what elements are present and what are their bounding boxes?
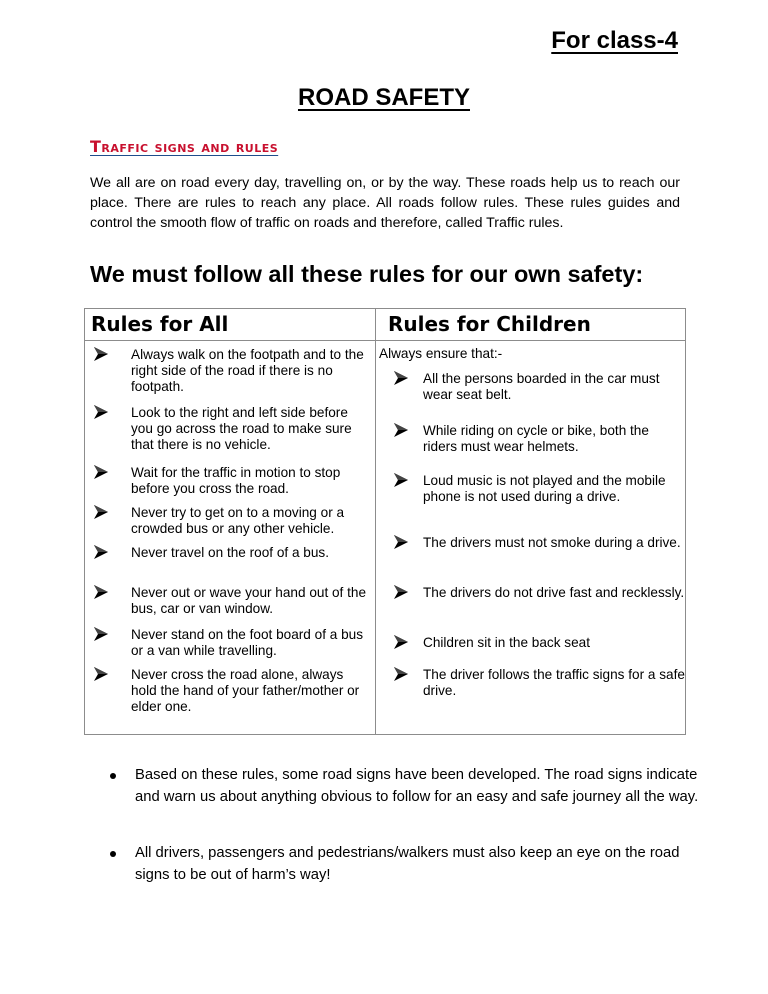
rules-for-all-header: Rules for All [91,312,229,336]
rule-text: Never try to get on to a moving or a crowded bus or any other vehicle. [131,505,345,536]
rule-for-all-item [85,505,370,537]
arrow-bullet-icon [85,465,131,490]
rule-text: The drivers do not drive fast and recklessly. [423,585,685,600]
rule-text: Loud music is not played and the mobile phone is not used during a drive. [423,473,666,504]
rule-for-children-item [375,667,685,699]
rule-text: Children sit in the back seat [423,635,590,650]
note-item [110,843,700,886]
rule-for-children-item [375,423,685,455]
rule-for-all-item [85,545,370,570]
class-label: For class-4 [551,27,678,54]
rule-for-children-item [375,371,685,403]
page-title: ROAD SAFETY [297,84,470,111]
arrow-bullet-icon [85,545,131,570]
intro-paragraph: We all are on road every day, travelling on, or by the way. These roads help us to reach our place. There are rules to reach any place. All roads follow rules. These rules guides and control the smooth flow of traffic on roads and therefore, called Traffic rules. [90,175,680,231]
rule-for-all-item [85,627,370,659]
note-text: Based on these rules, some road signs have been developed. The road signs indicate and warn us about anything obvious to follow for an easy and safe journey all the way. [135,767,699,805]
arrow-bullet-icon [375,423,423,448]
note-item [110,765,700,808]
arrow-bullet-icon [85,627,131,652]
rule-text: The driver follows the traffic signs for a safe drive. [423,667,685,698]
rule-text: The drivers must not smoke during a drive. [423,535,681,550]
rule-text: Never out or wave your hand out of the bus, car or van window. [131,585,367,616]
arrow-bullet-icon [375,585,423,610]
arrow-bullet-icon [375,667,423,692]
rule-for-children-item [375,635,685,660]
arrow-bullet-icon [375,473,423,498]
rule-for-all-item [85,585,370,617]
rule-for-all-item [85,465,370,497]
rule-text: Wait for the traffic in motion to stop before you cross the road. [131,465,341,496]
rules-table [84,308,686,735]
rule-text: Never cross the road alone, always hold the hand of your father/mother or elder one. [131,667,360,714]
arrow-bullet-icon [85,347,131,372]
dot-bullet-icon [110,851,116,857]
arrow-bullet-icon [375,635,423,660]
rule-text: Look to the right and left side before you go across the road to make sure that there is no vehicle. [131,405,352,452]
note-text: All drivers, passengers and pedestrians/walkers must also keep an eye on the road signs to be out of harm’s way! [135,845,680,883]
rule-for-children-item [375,585,685,610]
rule-text: Never travel on the roof of a bus. [131,545,329,560]
section-heading: Traffic signs and rules [90,137,279,156]
rule-for-children-item [375,473,685,505]
arrow-bullet-icon [375,535,423,560]
arrow-bullet-icon [85,667,131,692]
dot-bullet-icon [110,773,116,779]
arrow-bullet-icon [85,505,131,530]
rule-text: Never stand on the foot board of a bus or a van while travelling. [131,627,364,658]
rule-for-children-item [375,535,685,560]
arrow-bullet-icon [85,585,131,610]
arrow-bullet-icon [85,405,131,430]
rule-text: While riding on cycle or bike, both the riders must wear helmets. [423,423,649,454]
header-divider [85,340,685,341]
arrow-bullet-icon [375,371,423,396]
rule-text: Always walk on the footpath and to the right side of the road if there is no footpath. [131,347,364,394]
main-heading: We must follow all these rules for our own safety: [90,261,644,287]
always-ensure-text: Always ensure that:- [379,346,503,361]
notes-list [110,765,700,886]
rules-for-children-header: Rules for Children [388,312,591,336]
rule-for-all-item [85,667,370,715]
rule-for-all-item [85,347,370,395]
rule-text: All the persons boarded in the car must wear seat belt. [423,371,660,402]
rule-for-all-item [85,405,370,453]
